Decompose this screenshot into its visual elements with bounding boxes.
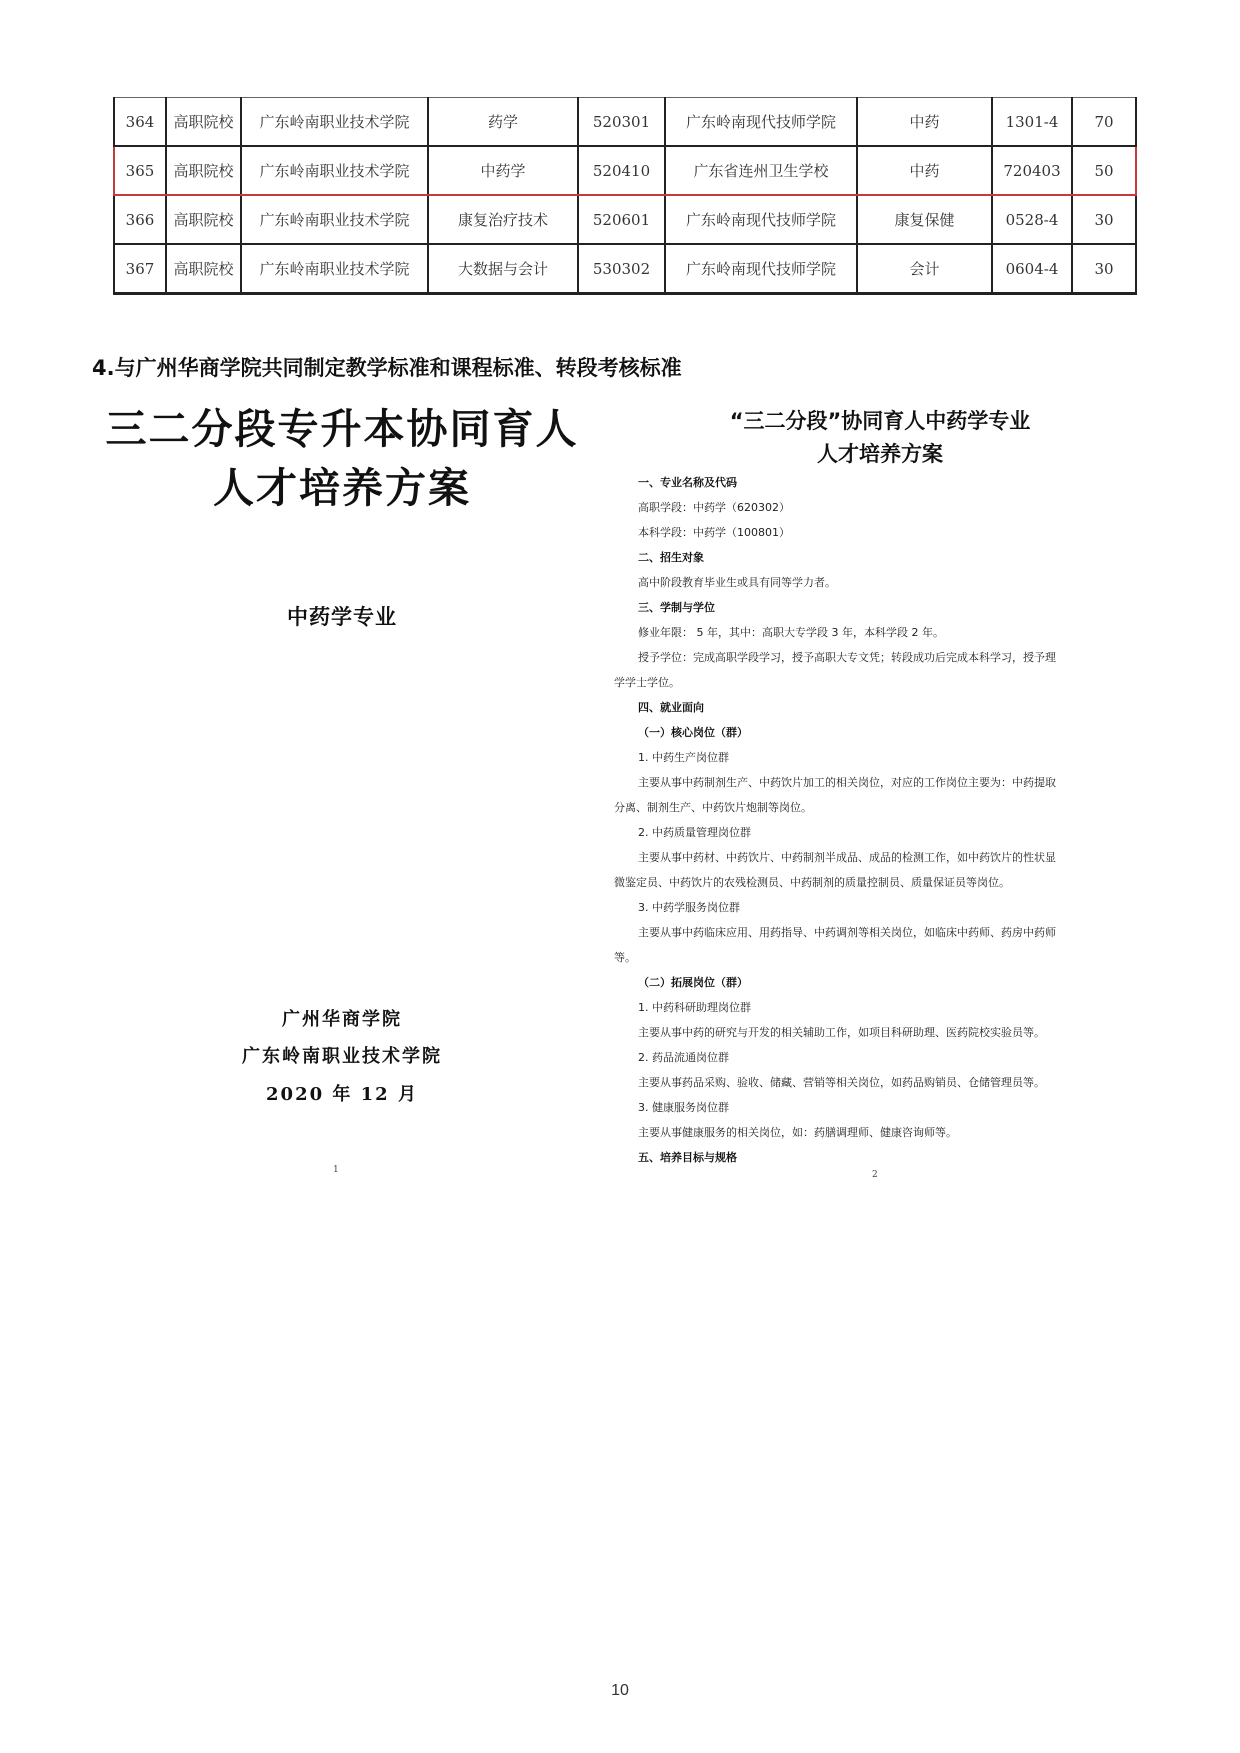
plan-line: 二、招生对象 — [638, 551, 704, 564]
table-row-highlighted — [114, 146, 1136, 195]
plan-line: 等。 — [614, 951, 636, 964]
plan-line: 主要从事中药临床应用、用药指导、中药调剂等相关岗位，如临床中药师、药房中药师 — [638, 926, 1056, 939]
cell-partner-major: 会计 — [857, 244, 992, 294]
cell-quota: 30 — [1072, 244, 1136, 294]
plan-line: 本科学段：中药学（100801） — [638, 526, 790, 539]
plan-line: （一）核心岗位（群） — [638, 726, 748, 739]
cell-code: 520410 — [578, 146, 665, 195]
plan-title-line2: 人才培养方案 — [817, 442, 943, 466]
plan-line: 五、培养目标与规格 — [638, 1151, 737, 1164]
cell-partner: 广东岭南现代技师学院 — [665, 195, 857, 244]
cover-title-line2: 人才培养方案 — [213, 464, 471, 512]
cell-no: 366 — [114, 195, 166, 244]
quota-table — [113, 97, 1137, 295]
plan-line: 分离、制剂生产、中药饮片炮制等岗位。 — [614, 801, 812, 814]
plan-line: 主要从事中药的研究与开发的相关辅助工作，如项目科研助理、医药院校实验员等。 — [638, 1026, 1045, 1039]
plan-line: （二）拓展岗位（群） — [638, 976, 748, 989]
plan-line: 主要从事药品采购、验收、储藏、营销等相关岗位，如药品购销员、仓储管理员等。 — [638, 1076, 1045, 1089]
table-row — [114, 98, 1136, 147]
cell-partner-code: 0528-4 — [992, 195, 1072, 244]
cell-college: 广东岭南职业技术学院 — [241, 195, 428, 244]
cell-partner-major: 中药 — [857, 146, 992, 195]
plan-body — [614, 470, 1134, 1170]
plan-line: 2. 药品流通岗位群 — [638, 1051, 729, 1064]
plan-line: 微鉴定员、中药饮片的农残检测员、中药制剂的质量控制员、质量保证员等岗位。 — [614, 876, 1010, 889]
cell-college: 广东岭南职业技术学院 — [241, 146, 428, 195]
cell-major: 药学 — [428, 98, 578, 147]
plan-line: 高职学段：中药学（620302） — [638, 501, 790, 514]
cell-major: 中药学 — [428, 146, 578, 195]
plan-title-line1: “三二分段”协同育人中药学专业 — [729, 409, 1031, 433]
cell-partner-code: 0604-4 — [992, 244, 1072, 294]
plan-line: 1. 中药科研助理岗位群 — [638, 1001, 751, 1014]
table-row — [114, 244, 1136, 294]
table-row — [114, 195, 1136, 244]
plan-line: 主要从事中药制剂生产、中药饮片加工的相关岗位，对应的工作岗位主要为：中药提取 — [638, 776, 1056, 789]
cell-partner: 广东省连州卫生学校 — [665, 146, 857, 195]
section-heading: 4.与广州华商学院共同制定教学标准和课程标准、转段考核标准 — [92, 356, 682, 380]
cover-page-number: 1 — [333, 1165, 339, 1175]
plan-line: 主要从事中药材、中药饮片、中药制剂半成品、成品的检测工作，如中药饮片的性状显 — [638, 851, 1056, 864]
cover-org-2: 广东岭南职业技术学院 — [242, 1046, 442, 1067]
plan-line: 学学士学位。 — [614, 676, 680, 689]
cell-partner-code: 1301-4 — [992, 98, 1072, 147]
cover-title-line1: 三二分段专升本协同育人 — [105, 405, 579, 453]
plan-line: 3. 中药学服务岗位群 — [638, 901, 740, 914]
cover-org-1: 广州华商学院 — [282, 1009, 402, 1030]
cell-quota: 30 — [1072, 195, 1136, 244]
plan-page-number: 2 — [872, 1170, 878, 1180]
cell-type: 高职院校 — [166, 98, 241, 147]
cell-type: 高职院校 — [166, 146, 241, 195]
cell-major: 康复治疗技术 — [428, 195, 578, 244]
plan-line: 一、专业名称及代码 — [638, 476, 737, 489]
cell-type: 高职院校 — [166, 195, 241, 244]
cell-no: 364 — [114, 98, 166, 147]
plan-line: 2. 中药质量管理岗位群 — [638, 826, 751, 839]
cover-major: 中药学专业 — [287, 605, 397, 629]
cell-partner-code: 720403 — [992, 146, 1072, 195]
cell-quota: 70 — [1072, 98, 1136, 147]
cell-code: 520601 — [578, 195, 665, 244]
cell-partner: 广东岭南现代技师学院 — [665, 98, 857, 147]
cell-partner-major: 康复保健 — [857, 195, 992, 244]
plan-line: 授予学位：完成高职学段学习，授予高职大专文凭；转段成功后完成本科学习，授予理 — [638, 651, 1056, 664]
plan-line: 三、学制与学位 — [638, 601, 715, 614]
plan-line: 高中阶段教育毕业生或具有同等学力者。 — [638, 576, 836, 589]
plan-line: 1. 中药生产岗位群 — [638, 751, 729, 764]
cover-date: 2020 年 12 月 — [266, 1084, 418, 1105]
cell-major: 大数据与会计 — [428, 244, 578, 294]
cell-no: 367 — [114, 244, 166, 294]
plan-line: 主要从事健康服务的相关岗位，如：药膳调理师、健康咨询师等。 — [638, 1126, 957, 1139]
plan-line: 四、就业面向 — [638, 701, 704, 714]
cell-no: 365 — [114, 146, 166, 195]
cell-partner-major: 中药 — [857, 98, 992, 147]
cell-type: 高职院校 — [166, 244, 241, 294]
cell-code: 530302 — [578, 244, 665, 294]
plan-line: 3. 健康服务岗位群 — [638, 1101, 729, 1114]
cell-college: 广东岭南职业技术学院 — [241, 244, 428, 294]
cell-quota: 50 — [1072, 146, 1136, 195]
cell-code: 520301 — [578, 98, 665, 147]
cell-partner: 广东岭南现代技师学院 — [665, 244, 857, 294]
plan-line: 修业年限： 5 年，其中：高职大专学段 3 年，本科学段 2 年。 — [638, 626, 944, 639]
page-number: 10 — [611, 1682, 629, 1699]
cell-college: 广东岭南职业技术学院 — [241, 98, 428, 147]
